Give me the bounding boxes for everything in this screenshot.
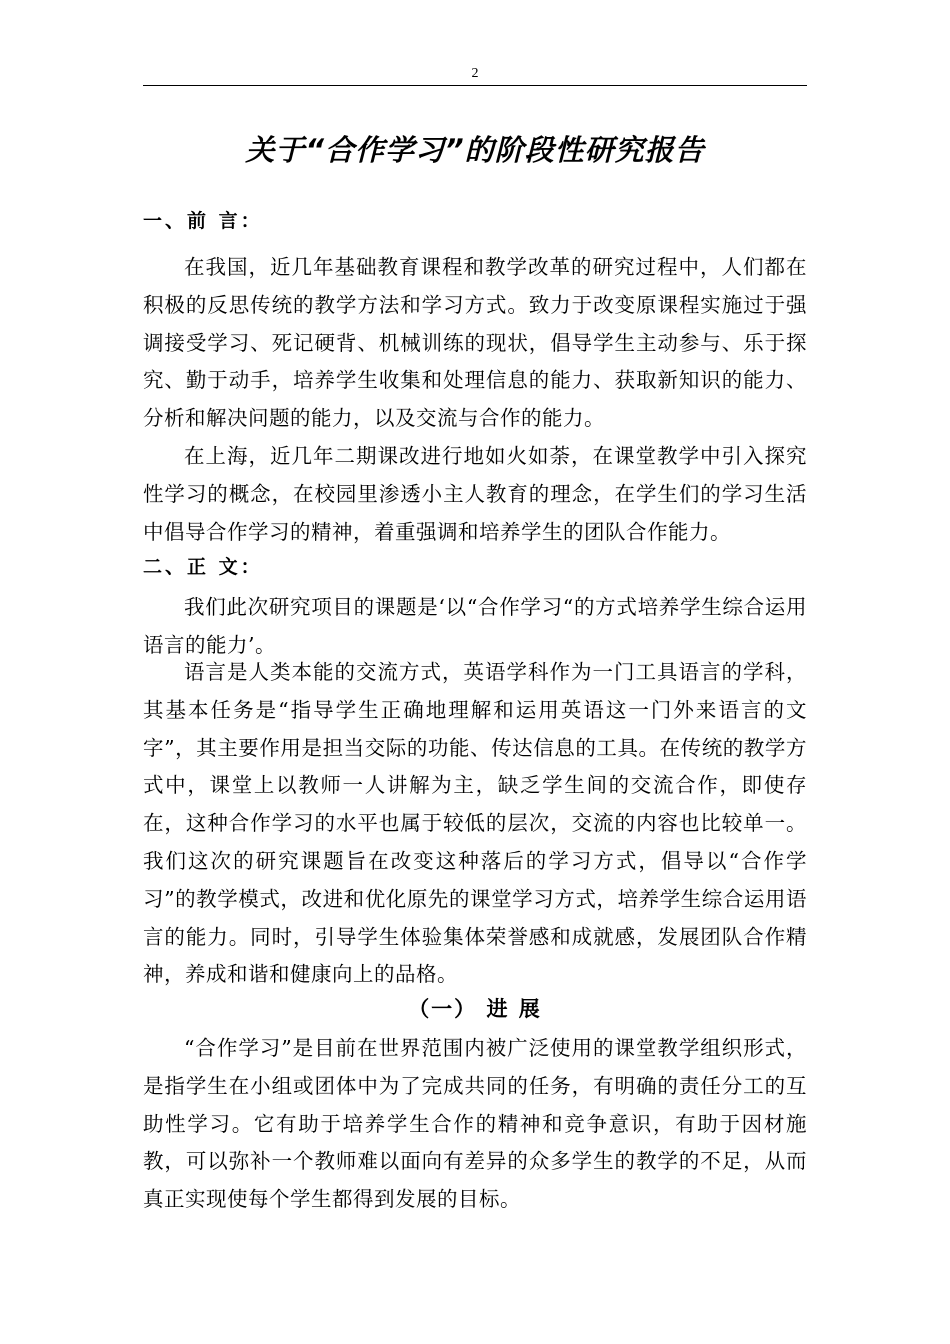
body-paragraph-1: 我们此次研究项目的课题是‘以“合作学习“的方式培养学生综合运用语言的能力’。 [143,595,807,657]
subsection-heading-progress: （一） 进 展 [408,997,542,1021]
page-number: 2 [471,66,479,81]
header-rule [143,85,807,86]
intro-paragraph-2: 在上海，近几年二期课改进行地如火如荼，在课堂教学中引入探究性学习的概念，在校园里渗透小主人教育的理念，在学生们的学习生活中倡导合作学习的精神，着重强调和培养学生的团队合作能力。 [143,444,807,544]
section-heading-intro: 一、前 言： [143,210,263,232]
progress-paragraph: “合作学习”是目前在世界范围内被广泛使用的课堂教学组织形式，是指学生在小组或团体中为了完成共同的任务，有明确的责任分工的互助性学习。它有助于培养学生合作的精神和竞争意识，有助于因材施教，可以弥补一个教师难以面向有差异的众多学生的教学的不足，从而真正实现使每个学生都得到发展的目标。 [143,1036,807,1212]
intro-paragraph-1: 在我国，近几年基础教育课程和教学改革的研究过程中，人们都在积极的反思传统的教学方法和学习方式。致力于改变原课程实施过于强调接受学习、死记硬背、机械训练的现状，倡导学生主动参与、乐于探究、勤于动手，培养学生收集和处理信息的能力、获取新知识的能力、分析和解决问题的能力，以及交流与合作的能力。 [143,255,807,431]
body-paragraph-2: 语言是人类本能的交流方式，英语学科作为一门工具语言的学科，其基本任务是“指导学生正确地理解和运用英语这一门外来语言的文字”，其主要作用是担当交际的功能、传达信息的工具。在传统的教学方式中，课堂上以教师一人讲解为主，缺乏学生间的交流合作，即使存在，这种合作学习的水平也属于较低的层次，交流的内容也比较单一。我们这次的研究课题旨在改变这种落后的学习方式，倡导以“合作学习”的教学模式，改进和优化原先的课堂学习方式，培养学生综合运用语言的能力。同时，引导学生体验集体荣誉感和成就感，发展团队合作精神，养成和谐和健康向上的品格。 [143,660,807,987]
section-heading-body: 二、正 文： [143,556,263,578]
document-title: 关于“合作学习”的阶段性研究报告 [245,133,705,167]
